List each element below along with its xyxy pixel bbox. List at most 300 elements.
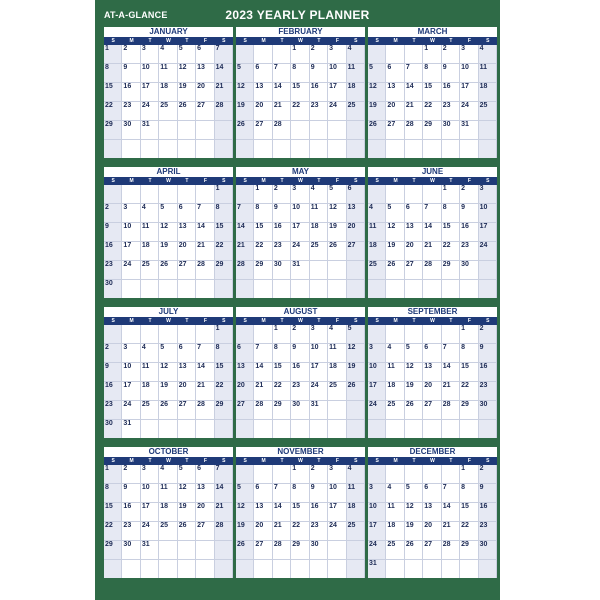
day-cell[interactable] xyxy=(254,541,272,560)
day-cell[interactable] xyxy=(442,261,460,280)
day-cell[interactable] xyxy=(310,522,328,541)
day-cell[interactable] xyxy=(405,503,423,522)
day-cell[interactable] xyxy=(254,522,272,541)
day-cell[interactable] xyxy=(104,503,122,522)
day-cell[interactable] xyxy=(310,484,328,503)
day-cell[interactable] xyxy=(291,223,309,242)
day-cell[interactable] xyxy=(310,204,328,223)
day-cell[interactable] xyxy=(236,541,254,560)
day-cell[interactable] xyxy=(310,280,328,298)
day-cell[interactable] xyxy=(405,140,423,158)
day-cell[interactable] xyxy=(442,503,460,522)
day-cell[interactable] xyxy=(236,223,254,242)
day-cell[interactable] xyxy=(141,83,159,102)
day-cell[interactable] xyxy=(273,325,291,344)
day-cell[interactable] xyxy=(141,261,159,280)
day-cell[interactable] xyxy=(178,503,196,522)
day-cell[interactable] xyxy=(368,261,386,280)
day-cell[interactable] xyxy=(347,325,365,344)
day-cell[interactable] xyxy=(159,363,177,382)
day-cell[interactable] xyxy=(442,382,460,401)
day-cell[interactable] xyxy=(460,465,478,484)
day-cell[interactable] xyxy=(236,83,254,102)
day-cell[interactable] xyxy=(196,420,214,438)
day-cell[interactable] xyxy=(273,503,291,522)
day-cell[interactable] xyxy=(196,83,214,102)
day-cell[interactable] xyxy=(141,242,159,261)
day-cell[interactable] xyxy=(460,261,478,280)
day-cell[interactable] xyxy=(122,223,140,242)
day-cell[interactable] xyxy=(254,223,272,242)
day-cell[interactable] xyxy=(347,560,365,578)
day-cell[interactable] xyxy=(310,242,328,261)
day-cell[interactable] xyxy=(328,401,346,420)
day-cell[interactable] xyxy=(196,401,214,420)
day-cell[interactable] xyxy=(104,280,122,298)
day-cell[interactable] xyxy=(442,242,460,261)
day-cell[interactable] xyxy=(215,204,233,223)
day-cell[interactable] xyxy=(236,140,254,158)
day-cell[interactable] xyxy=(291,541,309,560)
day-cell[interactable] xyxy=(159,522,177,541)
day-cell[interactable] xyxy=(479,465,497,484)
day-cell[interactable] xyxy=(442,204,460,223)
day-cell[interactable] xyxy=(159,223,177,242)
day-cell[interactable] xyxy=(423,223,441,242)
day-cell[interactable] xyxy=(141,560,159,578)
day-cell[interactable] xyxy=(215,261,233,280)
day-cell[interactable] xyxy=(386,363,404,382)
day-cell[interactable] xyxy=(236,344,254,363)
day-cell[interactable] xyxy=(442,541,460,560)
day-cell[interactable] xyxy=(368,420,386,438)
day-cell[interactable] xyxy=(405,541,423,560)
day-cell[interactable] xyxy=(423,185,441,204)
day-cell[interactable] xyxy=(442,560,460,578)
day-cell[interactable] xyxy=(328,223,346,242)
day-cell[interactable] xyxy=(215,503,233,522)
day-cell[interactable] xyxy=(405,204,423,223)
day-cell[interactable] xyxy=(178,83,196,102)
day-cell[interactable] xyxy=(122,45,140,64)
day-cell[interactable] xyxy=(291,185,309,204)
day-cell[interactable] xyxy=(405,382,423,401)
day-cell[interactable] xyxy=(460,541,478,560)
day-cell[interactable] xyxy=(460,242,478,261)
day-cell[interactable] xyxy=(460,45,478,64)
day-cell[interactable] xyxy=(104,140,122,158)
day-cell[interactable] xyxy=(122,280,140,298)
day-cell[interactable] xyxy=(442,522,460,541)
day-cell[interactable] xyxy=(196,325,214,344)
day-cell[interactable] xyxy=(479,420,497,438)
day-cell[interactable] xyxy=(347,382,365,401)
day-cell[interactable] xyxy=(386,140,404,158)
day-cell[interactable] xyxy=(423,401,441,420)
day-cell[interactable] xyxy=(104,121,122,140)
day-cell[interactable] xyxy=(178,522,196,541)
day-cell[interactable] xyxy=(141,64,159,83)
day-cell[interactable] xyxy=(141,465,159,484)
day-cell[interactable] xyxy=(310,382,328,401)
day-cell[interactable] xyxy=(460,560,478,578)
day-cell[interactable] xyxy=(386,522,404,541)
day-cell[interactable] xyxy=(291,261,309,280)
day-cell[interactable] xyxy=(328,325,346,344)
day-cell[interactable] xyxy=(236,465,254,484)
day-cell[interactable] xyxy=(178,64,196,83)
day-cell[interactable] xyxy=(368,401,386,420)
day-cell[interactable] xyxy=(423,541,441,560)
day-cell[interactable] xyxy=(328,484,346,503)
day-cell[interactable] xyxy=(273,242,291,261)
day-cell[interactable] xyxy=(368,83,386,102)
day-cell[interactable] xyxy=(273,64,291,83)
day-cell[interactable] xyxy=(386,280,404,298)
day-cell[interactable] xyxy=(141,185,159,204)
day-cell[interactable] xyxy=(347,242,365,261)
day-cell[interactable] xyxy=(104,242,122,261)
day-cell[interactable] xyxy=(405,242,423,261)
day-cell[interactable] xyxy=(423,280,441,298)
day-cell[interactable] xyxy=(328,83,346,102)
day-cell[interactable] xyxy=(215,560,233,578)
day-cell[interactable] xyxy=(141,522,159,541)
day-cell[interactable] xyxy=(122,121,140,140)
day-cell[interactable] xyxy=(386,560,404,578)
day-cell[interactable] xyxy=(460,420,478,438)
day-cell[interactable] xyxy=(460,64,478,83)
day-cell[interactable] xyxy=(122,261,140,280)
day-cell[interactable] xyxy=(405,83,423,102)
day-cell[interactable] xyxy=(347,280,365,298)
day-cell[interactable] xyxy=(196,261,214,280)
day-cell[interactable] xyxy=(215,45,233,64)
day-cell[interactable] xyxy=(141,140,159,158)
day-cell[interactable] xyxy=(442,45,460,64)
day-cell[interactable] xyxy=(328,280,346,298)
day-cell[interactable] xyxy=(196,242,214,261)
day-cell[interactable] xyxy=(273,484,291,503)
day-cell[interactable] xyxy=(254,261,272,280)
day-cell[interactable] xyxy=(291,45,309,64)
day-cell[interactable] xyxy=(159,261,177,280)
day-cell[interactable] xyxy=(254,102,272,121)
day-cell[interactable] xyxy=(328,64,346,83)
day-cell[interactable] xyxy=(104,185,122,204)
day-cell[interactable] xyxy=(215,420,233,438)
day-cell[interactable] xyxy=(178,325,196,344)
day-cell[interactable] xyxy=(236,522,254,541)
day-cell[interactable] xyxy=(178,541,196,560)
day-cell[interactable] xyxy=(196,45,214,64)
day-cell[interactable] xyxy=(159,140,177,158)
day-cell[interactable] xyxy=(386,465,404,484)
day-cell[interactable] xyxy=(122,140,140,158)
day-cell[interactable] xyxy=(159,344,177,363)
day-cell[interactable] xyxy=(347,64,365,83)
day-cell[interactable] xyxy=(460,344,478,363)
day-cell[interactable] xyxy=(405,484,423,503)
day-cell[interactable] xyxy=(405,64,423,83)
day-cell[interactable] xyxy=(291,64,309,83)
day-cell[interactable] xyxy=(196,484,214,503)
day-cell[interactable] xyxy=(236,261,254,280)
day-cell[interactable] xyxy=(328,465,346,484)
day-cell[interactable] xyxy=(442,121,460,140)
day-cell[interactable] xyxy=(159,560,177,578)
day-cell[interactable] xyxy=(104,204,122,223)
day-cell[interactable] xyxy=(423,121,441,140)
day-cell[interactable] xyxy=(368,344,386,363)
day-cell[interactable] xyxy=(236,363,254,382)
day-cell[interactable] xyxy=(442,325,460,344)
day-cell[interactable] xyxy=(122,242,140,261)
day-cell[interactable] xyxy=(442,64,460,83)
day-cell[interactable] xyxy=(291,325,309,344)
day-cell[interactable] xyxy=(328,102,346,121)
day-cell[interactable] xyxy=(254,140,272,158)
day-cell[interactable] xyxy=(479,363,497,382)
day-cell[interactable] xyxy=(460,83,478,102)
day-cell[interactable] xyxy=(159,503,177,522)
day-cell[interactable] xyxy=(405,401,423,420)
day-cell[interactable] xyxy=(141,541,159,560)
day-cell[interactable] xyxy=(460,223,478,242)
day-cell[interactable] xyxy=(423,45,441,64)
day-cell[interactable] xyxy=(310,83,328,102)
day-cell[interactable] xyxy=(254,382,272,401)
day-cell[interactable] xyxy=(291,204,309,223)
day-cell[interactable] xyxy=(479,242,497,261)
day-cell[interactable] xyxy=(122,541,140,560)
day-cell[interactable] xyxy=(386,223,404,242)
day-cell[interactable] xyxy=(178,204,196,223)
day-cell[interactable] xyxy=(423,382,441,401)
day-cell[interactable] xyxy=(347,223,365,242)
day-cell[interactable] xyxy=(254,83,272,102)
day-cell[interactable] xyxy=(196,541,214,560)
day-cell[interactable] xyxy=(215,484,233,503)
day-cell[interactable] xyxy=(328,261,346,280)
day-cell[interactable] xyxy=(328,541,346,560)
day-cell[interactable] xyxy=(405,344,423,363)
day-cell[interactable] xyxy=(196,503,214,522)
day-cell[interactable] xyxy=(104,325,122,344)
day-cell[interactable] xyxy=(236,121,254,140)
day-cell[interactable] xyxy=(405,420,423,438)
day-cell[interactable] xyxy=(479,541,497,560)
day-cell[interactable] xyxy=(347,204,365,223)
day-cell[interactable] xyxy=(273,344,291,363)
day-cell[interactable] xyxy=(423,102,441,121)
day-cell[interactable] xyxy=(386,484,404,503)
day-cell[interactable] xyxy=(159,280,177,298)
day-cell[interactable] xyxy=(236,64,254,83)
day-cell[interactable] xyxy=(328,522,346,541)
day-cell[interactable] xyxy=(405,465,423,484)
day-cell[interactable] xyxy=(328,204,346,223)
day-cell[interactable] xyxy=(460,102,478,121)
day-cell[interactable] xyxy=(368,503,386,522)
day-cell[interactable] xyxy=(328,242,346,261)
day-cell[interactable] xyxy=(254,45,272,64)
day-cell[interactable] xyxy=(423,325,441,344)
day-cell[interactable] xyxy=(141,204,159,223)
day-cell[interactable] xyxy=(141,45,159,64)
day-cell[interactable] xyxy=(291,560,309,578)
day-cell[interactable] xyxy=(347,45,365,64)
day-cell[interactable] xyxy=(196,64,214,83)
day-cell[interactable] xyxy=(423,261,441,280)
day-cell[interactable] xyxy=(347,541,365,560)
day-cell[interactable] xyxy=(141,325,159,344)
day-cell[interactable] xyxy=(423,484,441,503)
day-cell[interactable] xyxy=(347,261,365,280)
day-cell[interactable] xyxy=(347,522,365,541)
day-cell[interactable] xyxy=(122,382,140,401)
day-cell[interactable] xyxy=(310,140,328,158)
day-cell[interactable] xyxy=(104,83,122,102)
day-cell[interactable] xyxy=(460,484,478,503)
day-cell[interactable] xyxy=(291,121,309,140)
day-cell[interactable] xyxy=(215,242,233,261)
day-cell[interactable] xyxy=(347,401,365,420)
day-cell[interactable] xyxy=(141,102,159,121)
day-cell[interactable] xyxy=(159,465,177,484)
day-cell[interactable] xyxy=(273,420,291,438)
day-cell[interactable] xyxy=(273,121,291,140)
day-cell[interactable] xyxy=(122,83,140,102)
day-cell[interactable] xyxy=(291,140,309,158)
day-cell[interactable] xyxy=(178,280,196,298)
day-cell[interactable] xyxy=(236,102,254,121)
day-cell[interactable] xyxy=(386,503,404,522)
day-cell[interactable] xyxy=(386,401,404,420)
day-cell[interactable] xyxy=(178,363,196,382)
day-cell[interactable] xyxy=(196,185,214,204)
day-cell[interactable] xyxy=(405,45,423,64)
day-cell[interactable] xyxy=(291,503,309,522)
day-cell[interactable] xyxy=(386,420,404,438)
day-cell[interactable] xyxy=(122,64,140,83)
day-cell[interactable] xyxy=(196,223,214,242)
day-cell[interactable] xyxy=(347,420,365,438)
day-cell[interactable] xyxy=(479,560,497,578)
day-cell[interactable] xyxy=(215,223,233,242)
day-cell[interactable] xyxy=(273,401,291,420)
day-cell[interactable] xyxy=(423,344,441,363)
day-cell[interactable] xyxy=(310,401,328,420)
day-cell[interactable] xyxy=(368,185,386,204)
day-cell[interactable] xyxy=(141,223,159,242)
day-cell[interactable] xyxy=(104,522,122,541)
day-cell[interactable] xyxy=(479,45,497,64)
day-cell[interactable] xyxy=(104,344,122,363)
day-cell[interactable] xyxy=(122,363,140,382)
day-cell[interactable] xyxy=(273,522,291,541)
day-cell[interactable] xyxy=(122,560,140,578)
day-cell[interactable] xyxy=(479,280,497,298)
day-cell[interactable] xyxy=(254,401,272,420)
day-cell[interactable] xyxy=(328,420,346,438)
day-cell[interactable] xyxy=(442,280,460,298)
day-cell[interactable] xyxy=(104,382,122,401)
day-cell[interactable] xyxy=(196,140,214,158)
day-cell[interactable] xyxy=(310,503,328,522)
day-cell[interactable] xyxy=(236,503,254,522)
day-cell[interactable] xyxy=(405,121,423,140)
day-cell[interactable] xyxy=(347,465,365,484)
day-cell[interactable] xyxy=(236,401,254,420)
day-cell[interactable] xyxy=(178,140,196,158)
day-cell[interactable] xyxy=(254,503,272,522)
day-cell[interactable] xyxy=(479,121,497,140)
day-cell[interactable] xyxy=(122,325,140,344)
day-cell[interactable] xyxy=(122,503,140,522)
day-cell[interactable] xyxy=(159,204,177,223)
day-cell[interactable] xyxy=(273,280,291,298)
day-cell[interactable] xyxy=(442,102,460,121)
day-cell[interactable] xyxy=(273,204,291,223)
day-cell[interactable] xyxy=(386,102,404,121)
day-cell[interactable] xyxy=(291,484,309,503)
day-cell[interactable] xyxy=(159,325,177,344)
day-cell[interactable] xyxy=(386,45,404,64)
day-cell[interactable] xyxy=(460,185,478,204)
day-cell[interactable] xyxy=(386,64,404,83)
day-cell[interactable] xyxy=(104,261,122,280)
day-cell[interactable] xyxy=(196,280,214,298)
day-cell[interactable] xyxy=(178,223,196,242)
day-cell[interactable] xyxy=(196,121,214,140)
day-cell[interactable] xyxy=(178,560,196,578)
day-cell[interactable] xyxy=(104,560,122,578)
day-cell[interactable] xyxy=(479,382,497,401)
day-cell[interactable] xyxy=(386,204,404,223)
day-cell[interactable] xyxy=(386,185,404,204)
day-cell[interactable] xyxy=(104,401,122,420)
day-cell[interactable] xyxy=(347,503,365,522)
day-cell[interactable] xyxy=(236,560,254,578)
day-cell[interactable] xyxy=(442,83,460,102)
day-cell[interactable] xyxy=(215,465,233,484)
day-cell[interactable] xyxy=(159,185,177,204)
day-cell[interactable] xyxy=(141,344,159,363)
day-cell[interactable] xyxy=(254,420,272,438)
day-cell[interactable] xyxy=(479,261,497,280)
day-cell[interactable] xyxy=(347,83,365,102)
day-cell[interactable] xyxy=(368,280,386,298)
day-cell[interactable] xyxy=(254,204,272,223)
day-cell[interactable] xyxy=(215,382,233,401)
day-cell[interactable] xyxy=(254,560,272,578)
day-cell[interactable] xyxy=(291,363,309,382)
day-cell[interactable] xyxy=(386,325,404,344)
day-cell[interactable] xyxy=(460,522,478,541)
day-cell[interactable] xyxy=(328,121,346,140)
day-cell[interactable] xyxy=(254,242,272,261)
day-cell[interactable] xyxy=(310,121,328,140)
day-cell[interactable] xyxy=(159,420,177,438)
day-cell[interactable] xyxy=(423,204,441,223)
day-cell[interactable] xyxy=(386,261,404,280)
day-cell[interactable] xyxy=(310,420,328,438)
day-cell[interactable] xyxy=(442,344,460,363)
day-cell[interactable] xyxy=(291,102,309,121)
day-cell[interactable] xyxy=(479,140,497,158)
day-cell[interactable] xyxy=(273,541,291,560)
